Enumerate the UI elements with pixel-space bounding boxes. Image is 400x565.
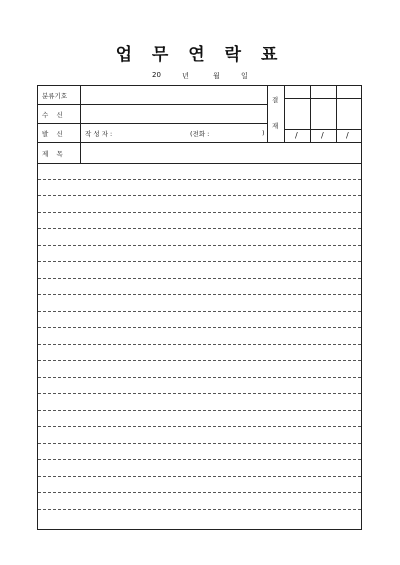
- form-frame: [37, 85, 362, 530]
- ruled-line: [38, 410, 361, 411]
- approval-sign-row: [284, 129, 361, 130]
- row-divider-2: [38, 123, 267, 124]
- ruled-line: [38, 327, 361, 328]
- ruled-line: [38, 426, 361, 427]
- phone-close: ): [262, 129, 265, 137]
- ruled-line: [38, 195, 361, 196]
- ruled-line: [38, 509, 361, 510]
- approval-slash-1: /: [295, 131, 298, 140]
- approval-label-bottom: 재: [272, 122, 279, 130]
- ruled-line: [38, 261, 361, 262]
- ruled-line: [38, 179, 361, 180]
- ruled-line: [38, 393, 361, 394]
- date-day-unit: 일: [241, 72, 248, 80]
- approval-slash-2: /: [321, 131, 324, 140]
- date-month-unit: 월: [213, 72, 220, 80]
- classification-field[interactable]: [81, 87, 266, 103]
- ruled-line: [38, 344, 361, 345]
- ruled-line: [38, 492, 361, 493]
- ruled-line: [38, 311, 361, 312]
- ruled-line: [38, 294, 361, 295]
- ruled-line: [38, 212, 361, 213]
- approval-slash-3: /: [346, 131, 349, 140]
- recipient-field[interactable]: [81, 105, 266, 122]
- sender-label: 발 신: [42, 130, 63, 138]
- ruled-line: [38, 377, 361, 378]
- ruled-line: [38, 245, 361, 246]
- subject-field[interactable]: [81, 143, 360, 162]
- author-label: 작 성 자 :: [85, 130, 113, 138]
- body-area[interactable]: [38, 164, 361, 529]
- ruled-line: [38, 476, 361, 477]
- recipient-label: 수 신: [42, 111, 63, 119]
- ruled-line: [38, 360, 361, 361]
- phone-label: (전화 :: [190, 130, 210, 138]
- approval-label-top: 결: [272, 96, 279, 104]
- approval-left-border: [267, 86, 268, 142]
- ruled-line: [38, 228, 361, 229]
- subject-label: 제 목: [42, 150, 63, 158]
- date-year: 20: [152, 71, 161, 79]
- page-title: 업 무 연 락 표: [115, 45, 285, 65]
- classification-label: 분류기호: [42, 92, 68, 100]
- approval-col-divider-1: [310, 86, 311, 142]
- approval-col-divider-2: [336, 86, 337, 142]
- date-year-unit: 년: [182, 72, 189, 80]
- ruled-line: [38, 278, 361, 279]
- approval-label-divider: [284, 86, 285, 142]
- approval-title-row: [284, 98, 361, 99]
- ruled-line: [38, 459, 361, 460]
- ruled-line: [38, 443, 361, 444]
